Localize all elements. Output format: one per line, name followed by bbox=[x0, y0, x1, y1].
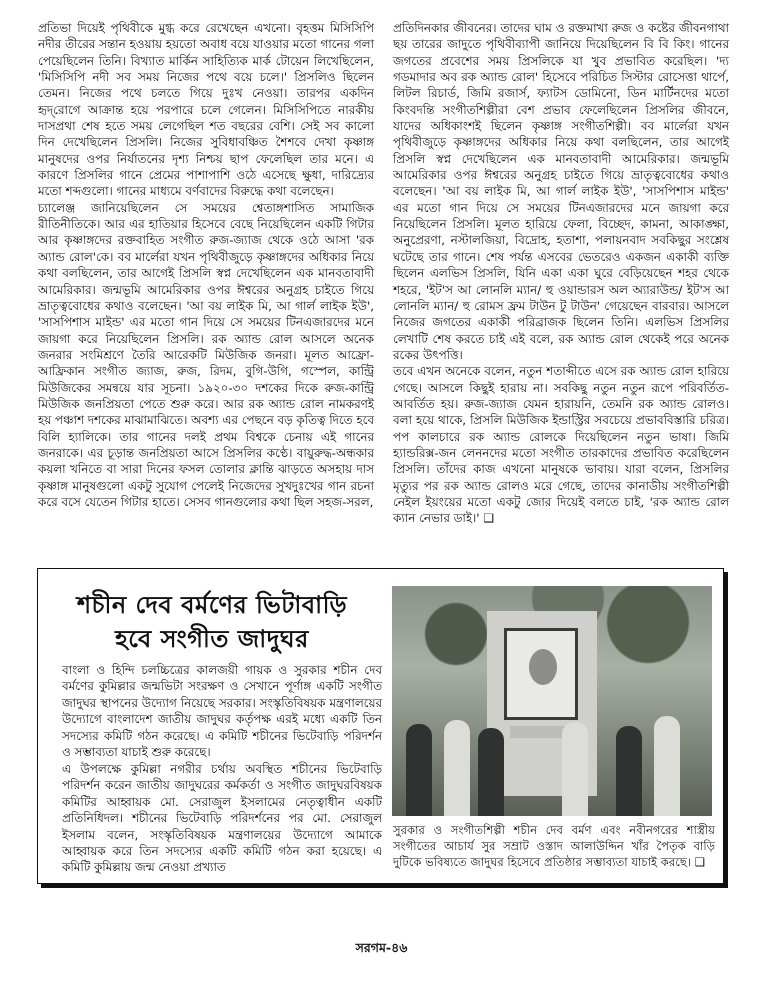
page-footer bbox=[0, 940, 763, 960]
news-headline-line: শচীন দেব বর্মণের ভিটাবাড়ি bbox=[76, 590, 348, 619]
photo-person bbox=[654, 716, 680, 816]
photo-person bbox=[406, 724, 432, 816]
news-paragraph: এ উপলক্ষে কুমিল্লা নগরীর চর্থায় অবস্থিত শচীনের ভিটেবাড়ি পরিদর্শন করেন জাতীয় জাদুঘরের কর্মকর্তা ও সংগীত জাদুঘরবিষয়ক কমিটির আহ্বায়ক মো. সেরাজুল ইসলামের নেতৃত্বাধীন একটি প্রতিনিধিদল। শচীনের ভিটেবাড়ি পরিদর্শনের পর মো. সেরাজুল ইসলাম বলেন, সংস্কৃতিবিষয়ক মন্ত্রণালয়ের উদ্যোগে আমাকে আহ্বায়ক করে তিন সদস্যের একটি কমিটি গঠন করা হয়েছে। এ কমিটি কুমিল্লায় জন্ম নেওয়া প্রখ্যাত bbox=[62, 761, 382, 875]
photo-caption-text: সুরকার ও সংগীতশিল্পী শচীন দেব বর্মণ এবং নবীনগরের শাস্ত্রীয় সংগীতের আচার্য সুর সম্রাট ওস্তাদ আলাউদ্দিন খাঁর পৈতৃক বাড়ি দুটিকে ভবিষ্যতে জাদুঘর হিসেবে প্রতিষ্ঠার সম্ভাব্যতা যাচাই করছে। ❑ bbox=[393, 823, 715, 870]
photo-person bbox=[562, 722, 588, 816]
photo-caption bbox=[393, 822, 715, 871]
article-paragraph: প্রতিভা দিয়েই পৃথিবীকে মুগ্ধ করে রেখেছেন এখনো। বৃহত্তম মিসিসিপি নদীর তীরের সন্তান হওয়ায় হয়তো অবাধ বয়ে যাওয়ার মতো গানের গলা পেয়েছিলেন তিনি। বিখ্যাত মার্কিন সাহিত্যিক মার্ক টোয়েন লিখেছিলেন, 'মিসিসিপি নদী সব সময় নিজের পথে বয়ে চলে।' প্রিসলিও ছিলেন তেমন। নিজের পথে চলতে গিয়ে দুঃখ নেওয়া। তারপর একদিন হৃদ্‌রোগে আক্রান্ত হয়ে পরপারে চলে গেলেন। মিসিসিপিতে নারকীয় দাসপ্রথা শেষ হতে সময় লেগেছিল শত বছরের বেশি। সেই সব কালো দিন দেখেছিলেন প্রিসলি। নিজের সুবিধাবঞ্চিত শৈশবে দেখা কৃষ্ণাঙ্গ মানুষদের ওপর নির্যাতনের দৃশ্য নিশ্চয় ছাপ ফেলেছিল তার মনে। এ কারণে প্রিসলির গানে প্রেমের পাশাপাশি ওঠে এসেছে ক্ষুধা, দারিদ্র্যের মতো শব্দগুলো। গানের মাধ্যমে বর্ণবাদের বিরুদ্ধে কথা বলেছেন। bbox=[38, 21, 374, 199]
page-number: সরগম-৪৬ bbox=[355, 940, 408, 955]
article-paragraph: প্রতিদিনকার জীবনের। তাদের ঘাম ও রক্তমাখা রুজ ও কষ্টের জীবনগাথা ছয় তারের জাদুতে পৃথিবীব্যাপী জানিয়ে দিয়েছিলেন বি বি কিং। গানের জগতের প্রবেশের সময় প্রিসলিকে যা খুব প্রভাবিত করেছিল। 'দ্য গডমাদার অব রক অ্যান্ড রোল' হিসেবে পরিচিত সিস্টার রোসেত্তা থার্পে, লিটল রিচার্ড, জিমি রজার্স, ফ্যাটস ডোমিনো, ডিন মার্টিনদের মতো কিংবদন্তি সংগীতশিল্পীরা বেশ প্রভাব ফেলেছিলেন প্রিসলির জীবনে, যাদের অধিকাংশই ছিলেন কৃষ্ণাঙ্গ সংগীতশিল্পী। বব মার্লেরা যখন পৃথিবীজুড়ে কৃষ্ণাঙ্গদের অধিকার নিয়ে কথা বলছিলেন, তার আগেই প্রিসলি স্বপ্ন দেখেছিলেন এক মানবতাবাদী আমেরিকার। জন্মভূমি আমেরিকার ওপর ঈশ্বরের অনুগ্রহ চাইতে গিয়ে ভ্রাতৃত্ববোধের কথাও বলেছেন। 'আ বয় লাইক মি, আ গার্ল লাইক ইউ', 'সাসপিশাস মাইন্ড' এর মতো গান দিয়ে সে সময়ের টিনএজারদের মনে জায়গা করে নিয়েছিলেন প্রিসলি। মূলত হারিয়ে ফেলা, বিচ্ছেদ, কামনা, আকাঙ্ক্ষা, অনুপ্রেরণা, নস্টালজিয়া, বিদ্রোহ, হতাশা, পলায়নবাদ সবকিছুর সংশ্লেষ ঘটেছে তার গানে। শেষ পর্যন্ত এসবের ভেতরেও একজন একাকী ব্যক্তি ছিলেন এলভিস প্রিসলি, যিনি একা একা ঘুরে বেড়িয়েছেন শহর থেকে শহরে, 'ইট'স আ লোনলি ম্যান/ হু ওয়ান্ডারস অল অ্যারাউন্ড/ ইট'স আ লোনলি ম্যান/ হু রোমস ফ্রম টাউন টু টাউন' গেয়েছেন বারবার। আসলে নিজের জগতের একাকী পরিব্রাজক ছিলেন তিনি। এলভিস প্রিসলির লেখাটি শেষ করতে চাই এই বলে, রক অ্যান্ড রোল থেকেই পরে অনেক রকের উৎপত্তি। bbox=[393, 21, 729, 362]
article-right-column bbox=[393, 20, 729, 527]
news-paragraph: বাংলা ও হিন্দি চলচ্চিত্রের কালজয়ী গায়ক ও সুরকার শচীন দেব বর্মণের কুমিল্লার জন্মভিটা সংরক্ষণ ও সেখানে পূর্ণাঙ্গ একটি সংগীত জাদুঘর স্থাপনের উদ্যোগ নিয়েছে সরকার। সংস্কৃতিবিষয়ক মন্ত্রণালয়ের উদ্যোগে বাংলাদেশ জাতীয় জাদুঘর কর্তৃপক্ষ এরই মধ্যে একটি তিন সদস্যের কমিটি গঠন করেছে। এ কমিটি শচীনের ভিটেবাড়ি পরিদর্শন ও সম্ভাব্যতা যাচাই শুরু করেছে। bbox=[62, 663, 382, 760]
photo-portrait-face bbox=[529, 649, 557, 685]
news-headline-line: হবে সংগীত জাদুঘর bbox=[115, 624, 309, 653]
article-left-column bbox=[38, 20, 374, 510]
article-paragraph: চ্যালেঞ্জ জানিয়েছিলেন সে সময়ের শ্বেতাঙ্গশাসিত সামাজিক রীতিনীতিকে। আর এর হাতিয়ার হিসেবে বেছে নিয়েছিলেন একটি গিটার আর কৃষ্ণাঙ্গদের রক্তবাহিত সংগীত রুজ-জ্যাজ থেকে ওঠে আসা 'রক অ্যান্ড রোল'কে। বব মার্লেরা যখন পৃথিবীজুড়ে কৃষ্ণাঙ্গদের অধিকার নিয়ে কথা বলছিলেন, তার আগেই প্রিসলি স্বপ্ন দেখেছিলেন এক মানবতাবাদী আমেরিকার। জন্মভূমি আমেরিকার ওপর ঈশ্বরের অনুগ্রহ চাইতে গিয়ে ভ্রাতৃত্ববোধের কথাও বলেছেন। 'আ বয় লাইক মি, আ গার্ল লাইক ইউ', 'সাসপিশাস মাইন্ড' এর মতো গান দিয়ে সে সময়ের টিনএজারদের মনে জায়গা করে নিয়েছিলেন প্রিসলি। রক অ্যান্ড রোল আসলে অনেক জনরার সংমিশ্রণে তৈরি আরেকটি মিউজিক জনরা। মূলত আফ্রো-আফ্রিকান সংগীত জ্যাজ, রুজ, রিদম, বুগি-উগি, গস্পেল, কান্ট্রি মিউজিকের সমন্বয়ে যার সূচনা। ১৯২০-৩০ দশকের দিকে রুজ-কান্ট্রি মিউজিক জনপ্রিয়তা পেতে শুরু করে। আর রক অ্যান্ড রোল নামকরণই হয় পঞ্চাশ দশকের মাঝামাঝিতে। অবশ্য এর পেছনে বড় কৃতিত্ব দিতে হবে বিলি হ্যালিকে। তার গানের দলই প্রথম বিশ্বকে চেনায় এই গানের জনরাকে। এর চূড়ান্ত জনপ্রিয়তা আসে প্রিসলির কণ্ঠে। বায়ুরুদ্ধ-অন্ধকার কয়লা খনিতে বা সারা দিনের ফসল তোলার ক্লান্তি ঝাড়তে অসহায় দাস কৃষ্ণাঙ্গ মানুষগুলো একটু সুযোগ পেলেই নিজেদের সুখদুঃখের গান রচনা করে বসে যেতেন গিটার হাতে। সেসব গানগুলোর কথা ছিল সহজ-সরল, bbox=[38, 200, 374, 509]
article-paragraph: তবে এখন অনেকে বলেন, নতুন শতাব্দীতে এসে রক অ্যান্ড রোল হারিয়ে গেছে। আসলে কিছুই হারায় না। সবকিছু নতুন নতুন রূপে পরিবর্তিত-আবর্তিত হয়। রুজ-জ্যাজ যেমন হারায়নি, তেমনি রক অ্যান্ড রোলও। বলা হয়ে থাকে, প্রিসলি মিউজিক ইন্ডাস্ট্রির সবচেয়ে প্রভাববিস্তারি চরিত্র। পপ কালচারে রক অ্যান্ড রোলকে দিয়েছিলেন নতুন ভাষা। জিমি হ্যান্ডরিক্স-জন লেননদের মতো সংগীত তারকাদের প্রভাবিত করেছিলেন প্রিসলি। তাঁদের কাজ এখনো মানুষকে ভাবায়। যারা বলেন, প্রিসলির মৃত্যুর পর রক অ্যান্ড রোলও মরে গেছে, তাদের কানাডীয় সংগীতশিল্পী নেইল ইয়ংয়ের মতো একটু জোর দিয়েই বলতে চাই, 'রক অ্যান্ড রোল ক্যান নেভার ডাই।' ❑ bbox=[393, 364, 729, 526]
news-body bbox=[62, 662, 382, 876]
photo-portrait-frame bbox=[504, 628, 578, 720]
photo-person bbox=[616, 726, 642, 816]
news-headline bbox=[46, 588, 378, 656]
news-photo bbox=[392, 586, 712, 816]
photo-person bbox=[444, 720, 470, 816]
photo-person bbox=[478, 728, 504, 816]
